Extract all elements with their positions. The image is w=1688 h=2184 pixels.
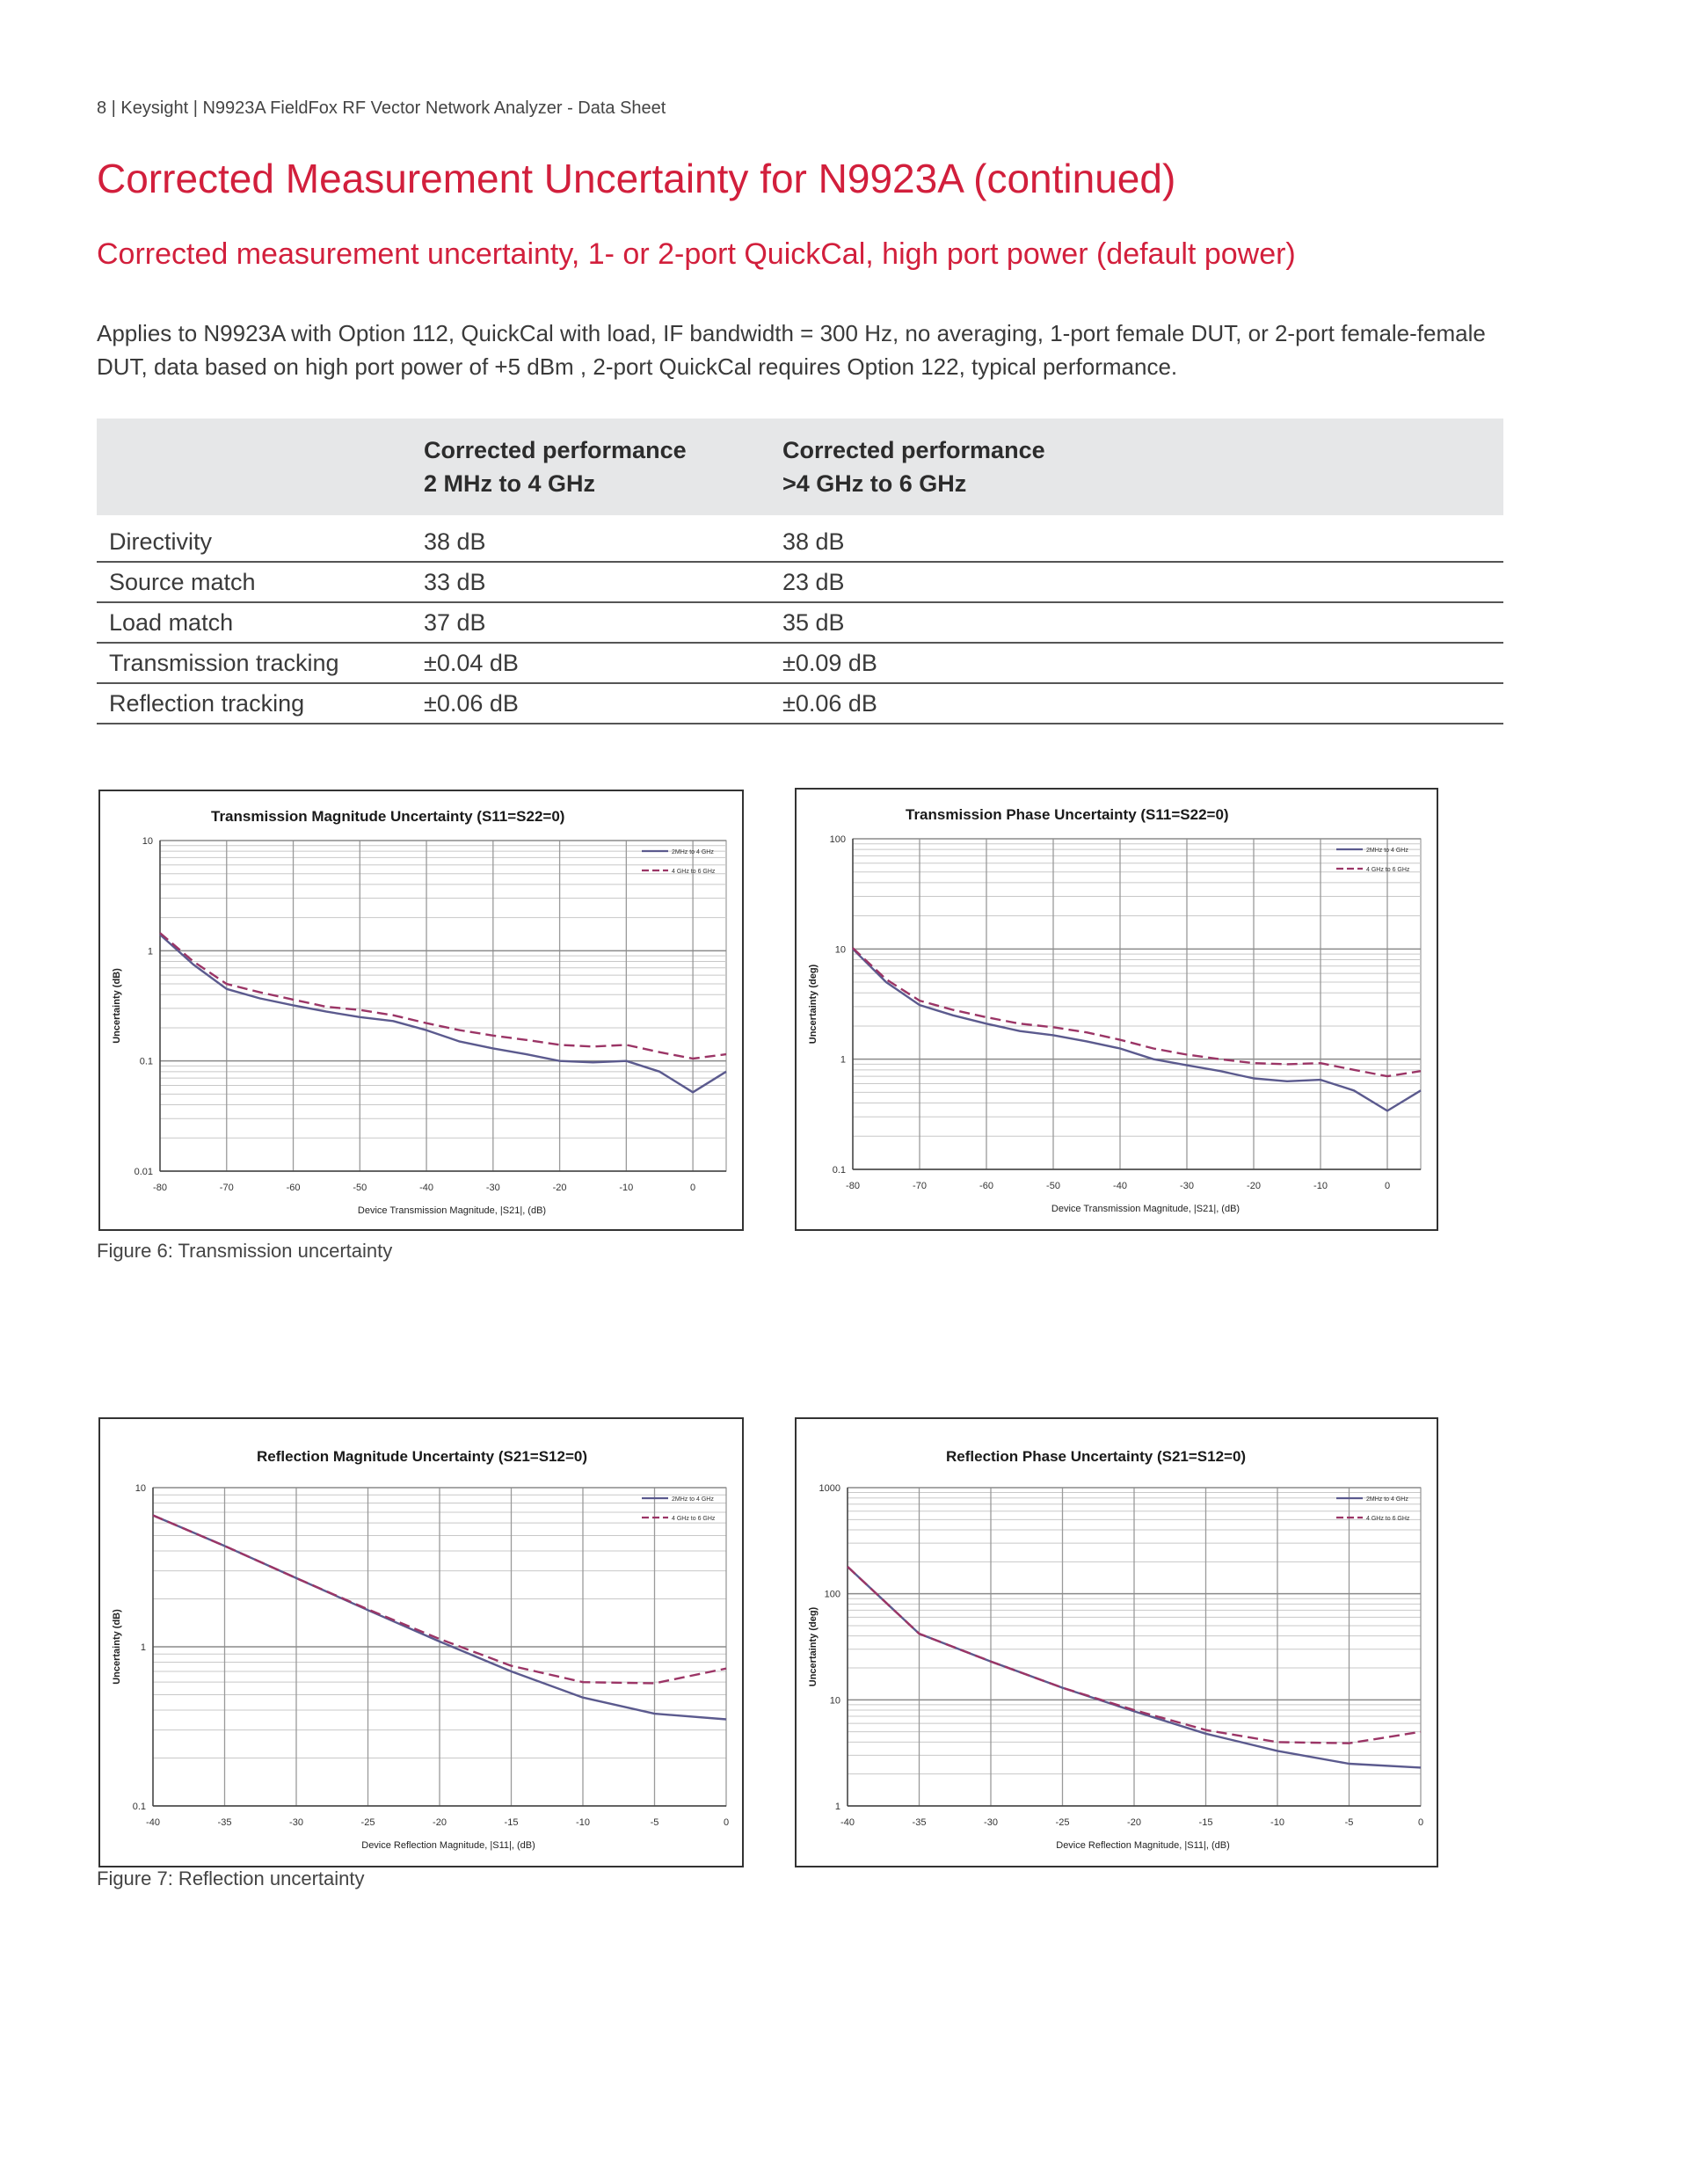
chart-title: Reflection Phase Uncertainty (S21=S12=0) [946, 1448, 1247, 1465]
y-tick-label: 1 [840, 1054, 846, 1066]
header-low-line2: 2 MHz to 4 GHz [424, 470, 596, 497]
y-tick-label: 0.1 [832, 1165, 846, 1176]
y-tick-label: 0.1 [132, 1802, 146, 1812]
x-axis-label: Device Transmission Magnitude, |S21|, (dB) [357, 1205, 547, 1216]
x-tick-label: -25 [360, 1817, 375, 1828]
section-title: Corrected measurement uncertainty, 1- or 2-port QuickCal, high port power (default power) [97, 237, 1296, 271]
transmission-magnitude-svg [100, 791, 742, 1229]
legend-label: 4 GHz to 6 GHz [672, 869, 716, 875]
x-tick-label: -40 [146, 1817, 160, 1828]
transmission-magnitude-chart [98, 790, 744, 1231]
header-low-line1: Corrected performance [424, 437, 687, 463]
plot-area [853, 839, 1421, 1169]
x-tick-label: -35 [912, 1817, 927, 1828]
table-header-high [770, 419, 1503, 515]
y-tick-label: 10 [834, 944, 846, 956]
performance-table [97, 419, 1503, 724]
row-low: 38 dB [411, 515, 770, 562]
x-tick-label: -30 [984, 1817, 998, 1828]
y-tick-label: 1000 [819, 1483, 840, 1494]
x-tick-label: -40 [840, 1817, 855, 1828]
row-high: ±0.06 dB [770, 683, 1503, 724]
table-header-row [97, 419, 1503, 515]
x-tick-label: -50 [1046, 1181, 1060, 1191]
legend-label: 4 GHz to 6 GHz [1366, 1516, 1410, 1522]
x-tick-label: -80 [846, 1181, 860, 1191]
header-high-line1: Corrected performance [782, 437, 1045, 463]
figure-6-caption: Figure 6: Transmission uncertainty [97, 1240, 393, 1262]
x-tick-label: -10 [576, 1817, 590, 1828]
x-tick-label: -10 [1270, 1817, 1284, 1828]
x-axis-label: Device Reflection Magnitude, |S11|, (dB) [1056, 1840, 1230, 1851]
transmission-phase-chart [795, 788, 1438, 1231]
y-axis-label: Uncertainty (deg) [808, 1606, 819, 1687]
row-param: Source match [97, 562, 411, 602]
x-tick-label: -50 [353, 1183, 367, 1193]
y-tick-label: 10 [135, 1483, 146, 1494]
y-tick-label: 100 [824, 1589, 840, 1600]
row-param: Directivity [97, 515, 411, 562]
reflection-magnitude-chart [98, 1417, 744, 1867]
plot-area [160, 841, 726, 1171]
row-high: 38 dB [770, 515, 1503, 562]
x-tick-label: -15 [504, 1817, 519, 1828]
chart-title: Reflection Magnitude Uncertainty (S21=S12=0) [257, 1448, 587, 1465]
intro-paragraph: Applies to N9923A with Option 112, QuickCal with load, IF bandwidth = 300 Hz, no averaging, 1-port female DUT, or 2-port female-female DUT, data based on high port power of +5 dBm , 2-port QuickCal requires Option 122, typical performance. [97, 320, 1486, 380]
x-tick-label: -30 [1180, 1181, 1194, 1191]
x-tick-label: -10 [619, 1183, 634, 1193]
table-row [97, 643, 1503, 683]
table-row [97, 562, 1503, 602]
x-tick-label: -30 [289, 1817, 303, 1828]
x-tick-label: 0 [1417, 1817, 1424, 1828]
row-param: Reflection tracking [97, 683, 411, 724]
reflection-phase-chart [795, 1417, 1438, 1867]
figure-7-caption: Figure 7: Reflection uncertainty [97, 1867, 365, 1889]
x-tick-label: -35 [217, 1817, 232, 1828]
y-tick-label: 1 [834, 1802, 840, 1812]
y-tick-label: 0.01 [134, 1167, 153, 1177]
x-tick-label: -40 [419, 1183, 434, 1193]
row-high: ±0.09 dB [770, 643, 1503, 683]
x-tick-label: -20 [552, 1183, 567, 1193]
row-low: ±0.06 dB [411, 683, 770, 724]
y-tick-label: 1 [147, 946, 153, 957]
x-tick-label: 0 [690, 1183, 696, 1193]
row-low: ±0.04 dB [411, 643, 770, 683]
chart-title: Transmission Magnitude Uncertainty (S11=S22=0) [211, 808, 565, 825]
x-tick-label: -5 [1344, 1817, 1354, 1828]
table-header-param [97, 419, 411, 515]
page-title: Corrected Measurement Uncertainty for N9923A (continued) [97, 156, 1176, 201]
page-header: 8 | Keysight | N9923A FieldFox RF Vector Network Analyzer - Data Sheet [97, 98, 666, 118]
y-tick-label: 10 [829, 1695, 840, 1707]
x-tick-label: -25 [1055, 1817, 1070, 1828]
x-tick-label: -70 [219, 1183, 234, 1193]
legend-label: 2MHz to 4 GHz [672, 1496, 714, 1503]
x-tick-label: -30 [485, 1183, 500, 1193]
row-param: Transmission tracking [97, 643, 411, 683]
y-axis-label: Uncertainty (deg) [808, 964, 819, 1045]
x-tick-label: -15 [1198, 1817, 1213, 1828]
legend-label: 2MHz to 4 GHz [672, 849, 714, 855]
row-low: 33 dB [411, 562, 770, 602]
x-tick-label: -5 [650, 1817, 659, 1828]
x-tick-label: -20 [1127, 1817, 1141, 1828]
y-tick-label: 1 [140, 1642, 146, 1653]
row-high: 35 dB [770, 602, 1503, 643]
legend-label: 2MHz to 4 GHz [1366, 848, 1408, 854]
x-axis-label: Device Reflection Magnitude, |S11|, (dB) [361, 1840, 535, 1851]
x-axis-label: Device Transmission Magnitude, |S21|, (dB) [1051, 1204, 1241, 1214]
x-tick-label: -10 [1313, 1181, 1328, 1191]
row-high: 23 dB [770, 562, 1503, 602]
reflection-magnitude-svg [100, 1419, 742, 1866]
x-tick-label: -20 [1247, 1181, 1261, 1191]
y-axis-label: Uncertainty (dB) [112, 1609, 122, 1685]
reflection-phase-svg [797, 1419, 1437, 1866]
legend-label: 4 GHz to 6 GHz [1366, 867, 1410, 873]
legend-label: 2MHz to 4 GHz [1366, 1496, 1408, 1503]
x-tick-label: -70 [913, 1181, 927, 1191]
table-row [97, 602, 1503, 643]
table-row [97, 515, 1503, 562]
y-axis-label: Uncertainty (dB) [112, 968, 122, 1044]
y-tick-label: 0.1 [139, 1056, 153, 1067]
transmission-phase-svg [797, 790, 1437, 1229]
x-tick-label: 0 [723, 1817, 730, 1828]
y-tick-label: 100 [829, 834, 846, 845]
row-param: Load match [97, 602, 411, 643]
row-low: 37 dB [411, 602, 770, 643]
table-header-low [411, 419, 770, 515]
table-row [97, 683, 1503, 724]
x-tick-label: -20 [433, 1817, 447, 1828]
x-tick-label: -40 [1113, 1181, 1127, 1191]
x-tick-label: 0 [1384, 1181, 1391, 1191]
x-tick-label: -60 [286, 1183, 301, 1193]
header-high-line2: >4 GHz to 6 GHz [782, 470, 967, 497]
legend-label: 4 GHz to 6 GHz [672, 1516, 716, 1522]
chart-title: Transmission Phase Uncertainty (S11=S22=0) [906, 806, 1229, 823]
y-tick-label: 10 [142, 836, 153, 847]
x-tick-label: -80 [153, 1183, 167, 1193]
x-tick-label: -60 [979, 1181, 993, 1191]
